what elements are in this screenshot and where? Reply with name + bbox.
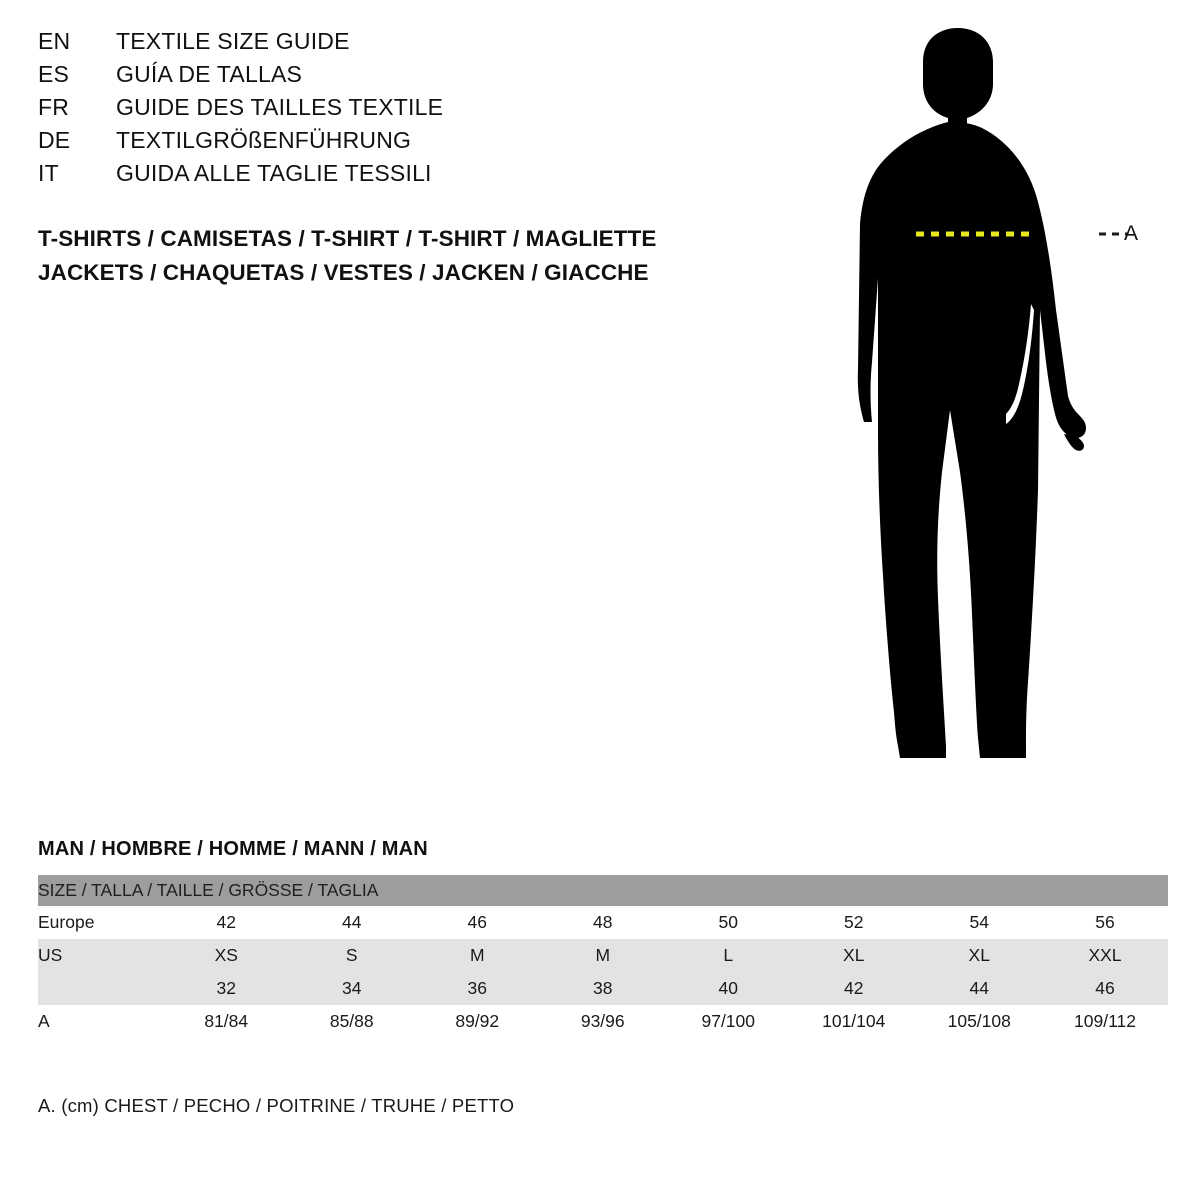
language-text: GUIDA ALLE TAGLIE TESSILI [116,160,432,186]
table-header-label: SIZE / TALLA / TAILLE / GRÖSSE / TAGLIA [38,875,1168,906]
language-code: FR [38,94,70,120]
cell-value: 46 [1042,972,1168,1005]
cell-value: 109/112 [1042,1005,1168,1038]
language-row [38,160,758,193]
language-code: EN [38,28,71,54]
cell-value: 48 [540,906,666,939]
cell-value: M [540,939,666,972]
category-line-jackets: JACKETS / CHAQUETAS / VESTES / JACKEN / GIACCHE [38,260,649,285]
row-label: A [38,1005,164,1038]
category-block [38,222,798,290]
cell-value: 44 [289,906,415,939]
table-row [38,939,1168,972]
row-label: Europe [38,906,164,939]
language-row [38,28,758,61]
cell-value: L [666,939,792,972]
cell-value: 56 [1042,906,1168,939]
language-text: GUIDE DES TAILLES TEXTILE [116,94,444,120]
cell-value: 44 [917,972,1043,1005]
cell-value: 46 [415,906,541,939]
cell-value: XL [917,939,1043,972]
cell-value: 32 [164,972,290,1005]
table-row [38,972,1168,1005]
cell-value: 97/100 [666,1005,792,1038]
language-code: IT [38,160,59,186]
language-code: DE [38,127,71,153]
table-footnote: A. (cm) CHEST / PECHO / POITRINE / TRUHE / PETTO [38,1095,515,1116]
silhouette-icon [858,28,1086,758]
language-row [38,127,758,160]
table-section-title: MAN / HOMBRE / HOMME / MANN / MAN [38,838,428,860]
cell-value: 101/104 [791,1005,917,1038]
category-line-tshirts: T-SHIRTS / CAMISETAS / T-SHIRT / T-SHIRT / MAGLIETTE [38,226,657,251]
language-text: TEXTILE SIZE GUIDE [116,28,350,54]
cell-value: 93/96 [540,1005,666,1038]
language-text: GUÍA DE TALLAS [116,61,303,87]
cell-value: 105/108 [917,1005,1043,1038]
cell-value: XXL [1042,939,1168,972]
cell-value: XS [164,939,290,972]
language-code: ES [38,61,70,87]
language-row [38,61,758,94]
body-silhouette-figure [820,10,1180,800]
cell-value: S [289,939,415,972]
row-label [38,972,164,1005]
cell-value: 85/88 [289,1005,415,1038]
table-header-row [38,875,1168,906]
language-row [38,94,758,127]
cell-value: 81/84 [164,1005,290,1038]
cell-value: M [415,939,541,972]
row-label: US [38,939,164,972]
language-text: TEXTILGRÖßENFÜHRUNG [116,127,412,153]
table-row [38,1005,1168,1038]
cell-value: 38 [540,972,666,1005]
language-header-block [38,28,758,193]
size-table [38,875,1168,1038]
cell-value: XL [791,939,917,972]
cell-value: 50 [666,906,792,939]
table-row [38,906,1168,939]
callout-label-a: A [1124,222,1139,245]
cell-value: 54 [917,906,1043,939]
cell-value: 89/92 [415,1005,541,1038]
cell-value: 42 [164,906,290,939]
cell-value: 52 [791,906,917,939]
cell-value: 40 [666,972,792,1005]
cell-value: 42 [791,972,917,1005]
size-table-section [38,838,1168,1038]
cell-value: 34 [289,972,415,1005]
cell-value: 36 [415,972,541,1005]
